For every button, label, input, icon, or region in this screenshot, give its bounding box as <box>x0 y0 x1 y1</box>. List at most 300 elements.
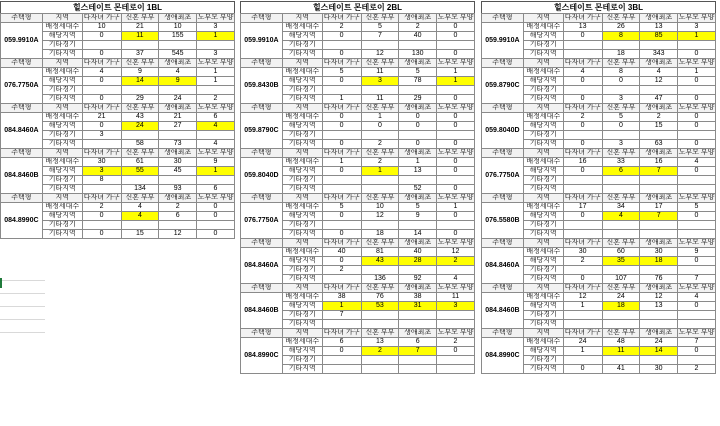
value-cell[interactable] <box>361 266 399 275</box>
value-cell[interactable]: 1 <box>563 347 602 356</box>
region-label-cell[interactable]: 기타지역 <box>282 50 322 59</box>
value-cell[interactable]: 37 <box>121 50 159 59</box>
value-cell[interactable]: 0 <box>437 32 475 41</box>
value-cell[interactable]: 13 <box>399 167 437 176</box>
value-cell[interactable]: 4 <box>159 68 197 77</box>
value-cell[interactable]: 2 <box>82 203 121 212</box>
region-label-cell[interactable]: 기타경기 <box>523 131 563 140</box>
housing-type-cell[interactable]: 076.7750A <box>482 158 524 194</box>
value-cell[interactable] <box>602 221 640 230</box>
value-cell[interactable]: 73 <box>159 140 197 149</box>
value-cell[interactable]: 0 <box>437 167 475 176</box>
value-cell[interactable]: 9 <box>678 248 716 257</box>
value-cell[interactable]: 4 <box>640 68 678 77</box>
value-cell[interactable] <box>563 86 602 95</box>
region-label-cell[interactable]: 기타지역 <box>523 230 563 239</box>
region-label-cell[interactable]: 해당지역 <box>42 212 82 221</box>
value-cell[interactable]: 1 <box>361 113 399 122</box>
housing-type-cell[interactable]: 059.8430B <box>241 68 283 104</box>
value-cell[interactable]: 0 <box>563 77 602 86</box>
column-header[interactable]: 주택형 <box>241 329 283 338</box>
value-cell[interactable]: 0 <box>563 95 602 104</box>
region-label-cell[interactable]: 기타지역 <box>42 95 82 104</box>
value-cell[interactable] <box>563 320 602 329</box>
column-header[interactable]: 노부모 부양 <box>678 149 715 156</box>
value-cell[interactable] <box>563 131 602 140</box>
value-cell[interactable] <box>602 131 640 140</box>
column-header[interactable]: 신혼 부부 <box>361 194 399 203</box>
value-cell[interactable]: 81 <box>361 248 399 257</box>
column-header[interactable]: 주택형 <box>482 329 524 338</box>
value-cell[interactable]: 4 <box>197 122 235 131</box>
value-cell[interactable] <box>437 311 475 320</box>
value-cell[interactable]: 13 <box>563 23 602 32</box>
column-header[interactable]: 지역 <box>523 239 563 248</box>
value-cell[interactable]: 29 <box>399 95 437 104</box>
value-cell[interactable]: 40 <box>322 248 361 257</box>
value-cell[interactable] <box>602 266 640 275</box>
column-header[interactable]: 생애최초 <box>159 14 197 23</box>
value-cell[interactable]: 5 <box>361 23 399 32</box>
value-cell[interactable]: 0 <box>602 77 640 86</box>
column-header[interactable]: 생애최초 <box>640 239 678 248</box>
value-cell[interactable]: 5 <box>399 68 437 77</box>
column-header[interactable]: 다자녀 가구 <box>323 149 360 156</box>
value-cell[interactable] <box>197 221 235 230</box>
region-label-cell[interactable]: 기타지역 <box>523 140 563 149</box>
value-cell[interactable]: 0 <box>678 77 716 86</box>
value-cell[interactable]: 0 <box>678 113 716 122</box>
column-header[interactable]: 다자녀 가구 <box>323 14 360 21</box>
region-label-cell[interactable]: 기타경기 <box>42 131 82 140</box>
value-cell[interactable]: 1 <box>399 158 437 167</box>
value-cell[interactable]: 30 <box>82 158 121 167</box>
value-cell[interactable]: 107 <box>602 275 640 284</box>
column-header[interactable]: 생애최초 <box>399 149 437 158</box>
column-header[interactable]: 생애최초 <box>399 284 437 293</box>
value-cell[interactable] <box>121 131 159 140</box>
column-header[interactable]: 주택형 <box>241 104 283 113</box>
value-cell[interactable]: 2 <box>437 257 475 266</box>
value-cell[interactable] <box>121 176 159 185</box>
value-cell[interactable]: 0 <box>437 158 475 167</box>
column-header[interactable]: 지역 <box>42 149 82 158</box>
value-cell[interactable]: 0 <box>437 230 475 239</box>
value-cell[interactable]: 16 <box>563 158 602 167</box>
column-header[interactable]: 노부모 부양 <box>197 59 234 66</box>
value-cell[interactable]: 0 <box>563 32 602 41</box>
value-cell[interactable]: 130 <box>399 50 437 59</box>
value-cell[interactable]: 0 <box>437 50 475 59</box>
value-cell[interactable]: 3 <box>82 167 121 176</box>
value-cell[interactable]: 35 <box>602 257 640 266</box>
column-header[interactable]: 생애최초 <box>159 149 197 158</box>
region-label-cell[interactable]: 기타경기 <box>282 266 322 275</box>
value-cell[interactable] <box>159 131 197 140</box>
value-cell[interactable] <box>399 266 437 275</box>
region-label-cell[interactable]: 기타경기 <box>282 221 322 230</box>
region-label-cell[interactable]: 해당지역 <box>282 212 322 221</box>
value-cell[interactable] <box>399 320 437 329</box>
value-cell[interactable] <box>678 185 716 194</box>
value-cell[interactable]: 2 <box>399 23 437 32</box>
value-cell[interactable]: 45 <box>159 167 197 176</box>
housing-type-cell[interactable]: 059.8790C <box>482 68 524 104</box>
column-header[interactable]: 지역 <box>523 284 563 293</box>
value-cell[interactable] <box>361 221 399 230</box>
value-cell[interactable] <box>678 230 716 239</box>
value-cell[interactable]: 4 <box>437 275 475 284</box>
value-cell[interactable] <box>159 41 197 50</box>
region-label-cell[interactable]: 기타지역 <box>523 185 563 194</box>
value-cell[interactable] <box>197 41 235 50</box>
column-header[interactable]: 생애최초 <box>640 104 678 113</box>
column-header[interactable]: 다자녀 가구 <box>564 14 601 21</box>
column-header[interactable]: 다자녀 가구 <box>83 59 120 66</box>
region-label-cell[interactable]: 기타경기 <box>523 41 563 50</box>
column-header[interactable]: 다자녀 가구 <box>323 59 360 66</box>
value-cell[interactable]: 12 <box>159 230 197 239</box>
column-header[interactable]: 주택형 <box>482 239 524 248</box>
value-cell[interactable]: 1 <box>197 77 235 86</box>
column-header[interactable]: 신혼 부부 <box>602 14 640 23</box>
value-cell[interactable]: 0 <box>437 95 475 104</box>
value-cell[interactable]: 30 <box>640 248 678 257</box>
value-cell[interactable]: 6 <box>322 338 361 347</box>
value-cell[interactable]: 15 <box>121 230 159 239</box>
value-cell[interactable]: 38 <box>322 293 361 302</box>
value-cell[interactable]: 0 <box>437 212 475 221</box>
value-cell[interactable]: 0 <box>399 122 437 131</box>
value-cell[interactable]: 18 <box>640 257 678 266</box>
value-cell[interactable] <box>437 176 475 185</box>
value-cell[interactable]: 12 <box>437 248 475 257</box>
value-cell[interactable]: 4 <box>82 68 121 77</box>
housing-type-cell[interactable]: 084.8990C <box>241 338 283 374</box>
value-cell[interactable]: 43 <box>121 113 159 122</box>
value-cell[interactable]: 13 <box>640 23 678 32</box>
region-label-cell[interactable]: 기타지역 <box>42 140 82 149</box>
region-label-cell[interactable]: 배정세대수 <box>523 293 563 302</box>
region-label-cell[interactable]: 배정세대수 <box>282 113 322 122</box>
value-cell[interactable] <box>563 230 602 239</box>
housing-type-cell[interactable]: 084.8460B <box>241 293 283 329</box>
value-cell[interactable]: 14 <box>121 77 159 86</box>
column-header[interactable]: 노부모 부양 <box>437 194 474 201</box>
column-header[interactable]: 주택형 <box>482 284 524 293</box>
column-header[interactable]: 신혼 부부 <box>602 239 640 248</box>
region-label-cell[interactable]: 배정세대수 <box>523 113 563 122</box>
column-header[interactable]: 노부모 부양 <box>437 284 474 291</box>
column-header[interactable]: 생애최초 <box>399 59 437 68</box>
value-cell[interactable]: 0 <box>437 122 475 131</box>
column-header[interactable]: 신혼 부부 <box>361 149 399 158</box>
column-header[interactable]: 지역 <box>282 104 322 113</box>
column-header[interactable]: 지역 <box>523 149 563 158</box>
value-cell[interactable]: 0 <box>678 140 716 149</box>
value-cell[interactable]: 18 <box>602 50 640 59</box>
value-cell[interactable]: 0 <box>678 50 716 59</box>
column-header[interactable]: 생애최초 <box>399 14 437 23</box>
region-label-cell[interactable]: 기타지역 <box>282 95 322 104</box>
region-label-cell[interactable]: 배정세대수 <box>523 68 563 77</box>
value-cell[interactable]: 2 <box>563 113 602 122</box>
value-cell[interactable]: 2 <box>678 365 716 374</box>
column-header[interactable]: 주택형 <box>482 149 524 158</box>
value-cell[interactable] <box>361 356 399 365</box>
value-cell[interactable]: 0 <box>82 77 121 86</box>
region-label-cell[interactable]: 배정세대수 <box>282 23 322 32</box>
value-cell[interactable] <box>640 131 678 140</box>
column-header[interactable]: 생애최초 <box>640 14 678 23</box>
region-label-cell[interactable]: 해당지역 <box>282 347 322 356</box>
value-cell[interactable] <box>399 86 437 95</box>
value-cell[interactable]: 5 <box>322 68 361 77</box>
value-cell[interactable]: 0 <box>399 113 437 122</box>
value-cell[interactable] <box>640 266 678 275</box>
value-cell[interactable]: 47 <box>640 95 678 104</box>
value-cell[interactable]: 0 <box>678 347 716 356</box>
value-cell[interactable]: 1 <box>437 77 475 86</box>
value-cell[interactable]: 2 <box>361 347 399 356</box>
value-cell[interactable]: 13 <box>640 302 678 311</box>
region-label-cell[interactable]: 해당지역 <box>282 302 322 311</box>
value-cell[interactable] <box>563 266 602 275</box>
column-header[interactable]: 지역 <box>523 104 563 113</box>
column-header[interactable]: 신혼 부부 <box>602 194 640 203</box>
value-cell[interactable]: 11 <box>121 32 159 41</box>
column-header[interactable]: 생애최초 <box>399 329 437 338</box>
value-cell[interactable] <box>437 365 475 374</box>
value-cell[interactable] <box>159 176 197 185</box>
value-cell[interactable]: 85 <box>640 32 678 41</box>
value-cell[interactable] <box>678 41 716 50</box>
column-header[interactable]: 다자녀 가구 <box>564 329 601 336</box>
value-cell[interactable] <box>563 176 602 185</box>
region-label-cell[interactable]: 해당지역 <box>523 212 563 221</box>
value-cell[interactable] <box>678 311 716 320</box>
value-cell[interactable] <box>121 86 159 95</box>
value-cell[interactable] <box>437 221 475 230</box>
value-cell[interactable] <box>361 365 399 374</box>
value-cell[interactable]: 9 <box>399 212 437 221</box>
region-label-cell[interactable]: 기타경기 <box>523 356 563 365</box>
value-cell[interactable] <box>322 356 361 365</box>
value-cell[interactable]: 3 <box>197 23 235 32</box>
value-cell[interactable]: 3 <box>197 50 235 59</box>
value-cell[interactable] <box>322 320 361 329</box>
region-label-cell[interactable]: 해당지역 <box>42 77 82 86</box>
value-cell[interactable]: 8 <box>82 176 121 185</box>
region-label-cell[interactable]: 해당지역 <box>282 32 322 41</box>
value-cell[interactable]: 7 <box>678 338 716 347</box>
column-header[interactable]: 지역 <box>282 59 322 68</box>
column-header[interactable]: 주택형 <box>241 239 283 248</box>
column-header[interactable]: 신혼 부부 <box>361 104 399 113</box>
value-cell[interactable]: 10 <box>361 203 399 212</box>
value-cell[interactable] <box>640 185 678 194</box>
value-cell[interactable] <box>640 311 678 320</box>
value-cell[interactable]: 136 <box>361 275 399 284</box>
value-cell[interactable]: 2 <box>640 113 678 122</box>
value-cell[interactable] <box>640 356 678 365</box>
value-cell[interactable] <box>399 221 437 230</box>
value-cell[interactable]: 1 <box>322 95 361 104</box>
value-cell[interactable]: 21 <box>159 113 197 122</box>
region-label-cell[interactable]: 배정세대수 <box>282 338 322 347</box>
region-label-cell[interactable]: 배정세대수 <box>42 113 82 122</box>
value-cell[interactable]: 1 <box>678 32 716 41</box>
column-header[interactable]: 다자녀 가구 <box>564 239 601 246</box>
value-cell[interactable] <box>197 176 235 185</box>
region-label-cell[interactable]: 배정세대수 <box>523 158 563 167</box>
value-cell[interactable]: 1 <box>322 158 361 167</box>
column-header[interactable]: 다자녀 가구 <box>564 284 601 291</box>
value-cell[interactable]: 0 <box>563 365 602 374</box>
value-cell[interactable] <box>82 41 121 50</box>
value-cell[interactable]: 12 <box>563 293 602 302</box>
value-cell[interactable]: 27 <box>159 122 197 131</box>
value-cell[interactable] <box>437 320 475 329</box>
value-cell[interactable]: 0 <box>322 212 361 221</box>
value-cell[interactable]: 40 <box>399 248 437 257</box>
column-header[interactable]: 주택형 <box>241 59 283 68</box>
region-label-cell[interactable]: 기타경기 <box>42 86 82 95</box>
region-label-cell[interactable]: 배정세대수 <box>523 23 563 32</box>
value-cell[interactable]: 5 <box>678 203 716 212</box>
region-label-cell[interactable]: 해당지역 <box>282 122 322 131</box>
column-header[interactable]: 생애최초 <box>399 104 437 113</box>
value-cell[interactable]: 18 <box>602 302 640 311</box>
column-header[interactable]: 생애최초 <box>399 194 437 203</box>
value-cell[interactable]: 38 <box>399 293 437 302</box>
value-cell[interactable]: 0 <box>322 113 361 122</box>
column-header[interactable]: 신혼 부부 <box>361 239 399 248</box>
value-cell[interactable] <box>678 176 716 185</box>
column-header[interactable]: 신혼 부부 <box>121 59 159 68</box>
value-cell[interactable] <box>602 86 640 95</box>
value-cell[interactable]: 0 <box>197 212 235 221</box>
column-header[interactable]: 생애최초 <box>640 284 678 293</box>
column-header[interactable]: 주택형 <box>1 14 43 23</box>
column-header[interactable]: 다자녀 가구 <box>323 194 360 201</box>
column-header[interactable]: 노부모 부양 <box>678 329 715 336</box>
value-cell[interactable]: 0 <box>437 23 475 32</box>
value-cell[interactable] <box>322 185 361 194</box>
value-cell[interactable] <box>640 86 678 95</box>
value-cell[interactable]: 0 <box>563 275 602 284</box>
value-cell[interactable]: 0 <box>678 167 716 176</box>
value-cell[interactable] <box>361 41 399 50</box>
value-cell[interactable] <box>322 41 361 50</box>
value-cell[interactable] <box>197 86 235 95</box>
column-header[interactable]: 주택형 <box>241 14 283 23</box>
value-cell[interactable]: 9 <box>197 158 235 167</box>
value-cell[interactable]: 11 <box>361 95 399 104</box>
value-cell[interactable]: 12 <box>640 293 678 302</box>
value-cell[interactable]: 31 <box>399 302 437 311</box>
column-header[interactable]: 신혼 부부 <box>602 149 640 158</box>
column-header[interactable]: 노부모 부양 <box>678 239 715 246</box>
region-label-cell[interactable]: 해당지역 <box>282 167 322 176</box>
value-cell[interactable]: 24 <box>640 338 678 347</box>
column-header[interactable]: 신혼 부부 <box>602 329 640 338</box>
column-header[interactable]: 생애최초 <box>640 194 678 203</box>
value-cell[interactable]: 61 <box>121 158 159 167</box>
value-cell[interactable] <box>563 50 602 59</box>
column-header[interactable]: 생애최초 <box>640 59 678 68</box>
value-cell[interactable] <box>399 176 437 185</box>
region-label-cell[interactable]: 배정세대수 <box>523 248 563 257</box>
value-cell[interactable]: 18 <box>361 230 399 239</box>
value-cell[interactable]: 545 <box>159 50 197 59</box>
column-header[interactable]: 생애최초 <box>159 104 197 113</box>
region-label-cell[interactable]: 배정세대수 <box>42 203 82 212</box>
housing-type-cell[interactable]: 084.8460A <box>1 113 43 149</box>
value-cell[interactable]: 0 <box>82 230 121 239</box>
value-cell[interactable]: 7 <box>322 311 361 320</box>
value-cell[interactable]: 93 <box>159 185 197 194</box>
region-label-cell[interactable]: 배정세대수 <box>523 203 563 212</box>
region-label-cell[interactable]: 기타경기 <box>42 221 82 230</box>
column-header[interactable]: 지역 <box>282 284 322 293</box>
value-cell[interactable]: 34 <box>602 203 640 212</box>
value-cell[interactable] <box>399 356 437 365</box>
value-cell[interactable]: 78 <box>399 77 437 86</box>
value-cell[interactable] <box>640 230 678 239</box>
column-header[interactable]: 노부모 부양 <box>678 194 715 201</box>
value-cell[interactable]: 1 <box>437 203 475 212</box>
value-cell[interactable] <box>361 185 399 194</box>
value-cell[interactable]: 0 <box>322 167 361 176</box>
value-cell[interactable] <box>121 221 159 230</box>
column-header[interactable]: 다자녀 가구 <box>564 194 601 201</box>
column-header[interactable]: 다자녀 가구 <box>83 104 120 111</box>
column-header[interactable]: 생애최초 <box>159 194 197 203</box>
column-header[interactable]: 주택형 <box>241 284 283 293</box>
value-cell[interactable] <box>602 320 640 329</box>
value-cell[interactable]: 1 <box>197 32 235 41</box>
value-cell[interactable]: 24 <box>563 338 602 347</box>
column-header[interactable]: 주택형 <box>1 194 43 203</box>
value-cell[interactable]: 0 <box>563 140 602 149</box>
region-label-cell[interactable]: 배정세대수 <box>42 158 82 167</box>
value-cell[interactable]: 1 <box>322 302 361 311</box>
value-cell[interactable]: 24 <box>121 122 159 131</box>
value-cell[interactable]: 6 <box>197 113 235 122</box>
value-cell[interactable]: 3 <box>602 95 640 104</box>
value-cell[interactable]: 4 <box>121 203 159 212</box>
value-cell[interactable]: 0 <box>437 113 475 122</box>
value-cell[interactable] <box>82 86 121 95</box>
region-label-cell[interactable]: 해당지역 <box>523 32 563 41</box>
value-cell[interactable]: 17 <box>640 203 678 212</box>
value-cell[interactable]: 0 <box>678 257 716 266</box>
value-cell[interactable] <box>159 221 197 230</box>
value-cell[interactable]: 134 <box>121 185 159 194</box>
value-cell[interactable]: 2 <box>322 266 361 275</box>
value-cell[interactable]: 12 <box>361 50 399 59</box>
value-cell[interactable]: 48 <box>602 338 640 347</box>
region-label-cell[interactable]: 기타경기 <box>523 86 563 95</box>
region-label-cell[interactable]: 배정세대수 <box>282 248 322 257</box>
region-label-cell[interactable]: 기타지역 <box>282 275 322 284</box>
column-header[interactable]: 지역 <box>523 14 563 23</box>
value-cell[interactable]: 0 <box>563 122 602 131</box>
region-label-cell[interactable]: 배정세대수 <box>42 23 82 32</box>
value-cell[interactable]: 0 <box>563 212 602 221</box>
region-label-cell[interactable]: 해당지역 <box>523 257 563 266</box>
